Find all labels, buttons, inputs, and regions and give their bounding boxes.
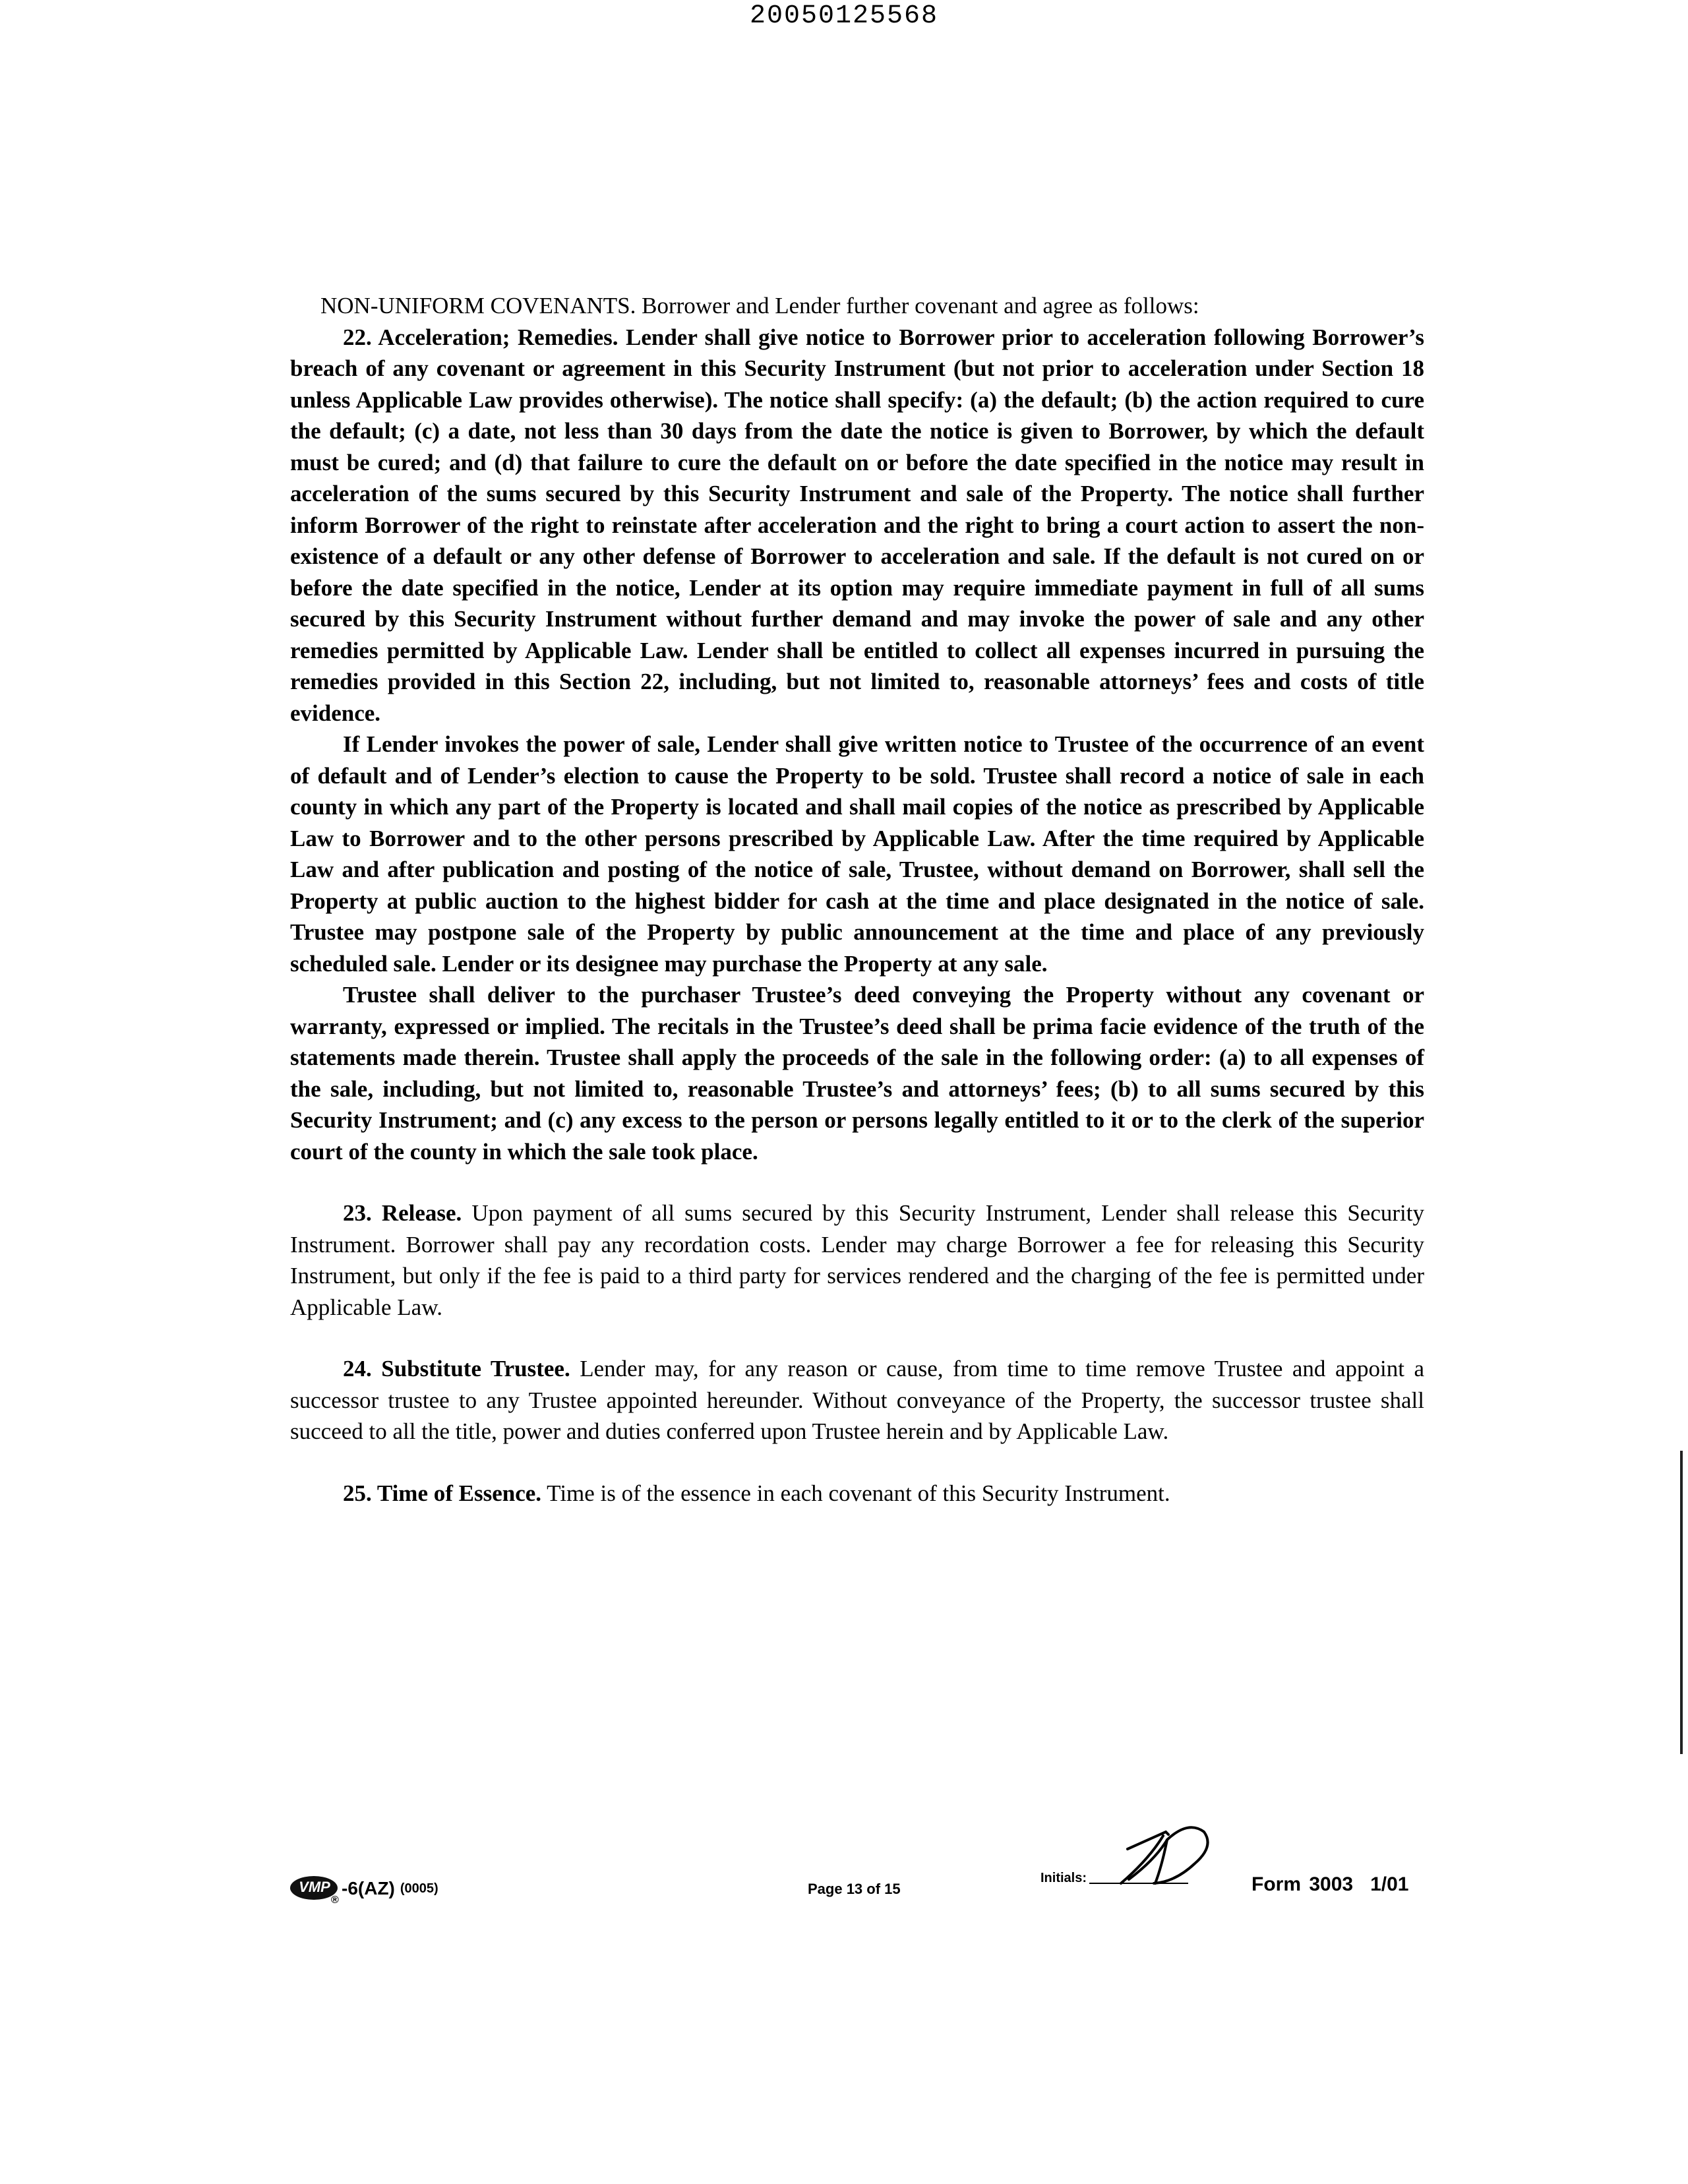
section-23-text: Upon payment of all sums secured by this Security Instrument, Lender shall release this Security Instrument. Borrower shall pay any recordation costs. Lender may charge Borrower a fee for releasing this Security Instrument, but only if the fee is paid to a third party for services rendered and the charging of the fee is permitted under Applicable Law.	[290, 1200, 1424, 1320]
document-body	[290, 290, 1424, 1509]
form-code-suffix: (0005)	[400, 1881, 438, 1896]
document-number: 20050125568	[749, 1, 939, 31]
form-code-text: -6(AZ)	[342, 1878, 395, 1898]
registered-mark-icon: ®	[331, 1895, 339, 1906]
initials-block	[1040, 1820, 1241, 1893]
non-uniform-covenants-intro	[290, 290, 1424, 322]
scan-edge-mark	[1680, 1451, 1683, 1754]
initials-label: Initials:	[1040, 1871, 1087, 1885]
form-code	[290, 1875, 438, 1906]
intro-label: NON-UNIFORM COVENANTS.	[320, 293, 636, 318]
section-25-heading: 25. Time of Essence.	[343, 1480, 542, 1506]
form-revision: 1/01	[1370, 1873, 1409, 1895]
section-23-paragraph	[290, 1198, 1424, 1323]
section-22-paragraph-2: If Lender invokes the power of sale, Lender shall give written notice to Trustee of the occurrence of an event of default and of Lender’s election to cause the Property to be sold. Trustee shall record a notice of sale in each county in which any part of the Property is located and shall mail copies of the notice as prescribed by Applicable Law to Borrower and to the other persons prescribed by Applicable Law. After the time required by Applicable Law and after publication and posting of the notice of sale, Trustee, without demand on Borrower, shall sell the Property at public auction to the highest bidder for cash at the time and place designated in the notice of sale. Trustee may postpone sale of the Property by public announcement at the time and place of any previously scheduled sale. Lender or its designee may purchase the Property at any sale.	[290, 731, 1424, 977]
section-25-paragraph	[290, 1478, 1424, 1509]
section-24-text: Lender may, for any reason or cause, from time to time remove Trustee and appoint a successor trustee to any Trustee appointed hereunder. Without conveyance of the Property, the successor trustee shall succeed to all the title, power and duties conferred upon Trustee herein and by Applicable Law.	[290, 1356, 1424, 1444]
intro-text: Borrower and Lender further covenant and agree as follows:	[636, 293, 1199, 318]
section-24-heading: 24. Substitute Trustee.	[343, 1356, 570, 1381]
vmp-logo	[290, 1875, 340, 1906]
section-23-heading: 23. Release.	[343, 1200, 462, 1226]
form-number	[1251, 1873, 1408, 1896]
section-22-paragraph-1	[290, 322, 1424, 729]
section-24-paragraph	[290, 1353, 1424, 1447]
form-number-text: Form 3003	[1251, 1873, 1354, 1895]
vmp-logo-letters: VMP	[299, 1879, 330, 1895]
section-22-heading: 22. Acceleration; Remedies.	[343, 324, 618, 350]
initials-signature	[1089, 1820, 1241, 1893]
section-25-text: Time is of the essence in each covenant of this Security Instrument.	[541, 1480, 1170, 1506]
page-number: Page 13 of 15	[808, 1881, 901, 1897]
section-22-text-1: Lender shall give notice to Borrower prior to acceleration following Borrower’s breach of any covenant or agreement in this Security Instrument (but not prior to acceleration under Section 18 unless Applicable Law provides otherwise). The notice shall specify: (a) the default; (b) the action required to cure the default; (c) a date, not less than 30 days from the date the notice is given to Borrower, by which the default must be cured; and (d) that failure to cure the default on or before the date specified in the notice may result in acceleration of the sums secured by this Security Instrument and sale of the Property. The notice shall further inform Borrower of the right to reinstate after acceleration and the right to bring a court action to assert the non-existence of a default or any other defense of Borrower to acceleration and sale. If the default is not cured on or before the date specified in the notice, Lender at its option may require immediate payment in full of all sums secured by this Security Instrument without further demand and may invoke the power of sale and any other remedies permitted by Applicable Law. Lender shall be entitled to collect all expenses incurred in pursuing the remedies provided in this Section 22, including, but not limited to, reasonable attorneys’ fees and costs of title evidence.	[290, 324, 1424, 726]
section-22-paragraph-3: Trustee shall deliver to the purchaser Trustee’s deed conveying the Property without any covenant or warranty, expressed or implied. The recitals in the Trustee’s deed shall be prima facie evidence of the truth of the statements made therein. Trustee shall apply the proceeds of the sale in the following order: (a) to all expenses of the sale, including, but not limited to, reasonable Trustee’s and attorneys’ fees; (b) to all sums secured by this Security Instrument; and (c) any excess to the person or persons legally entitled to it or to the clerk of the superior court of the county in which the sale took place.	[290, 982, 1424, 1165]
